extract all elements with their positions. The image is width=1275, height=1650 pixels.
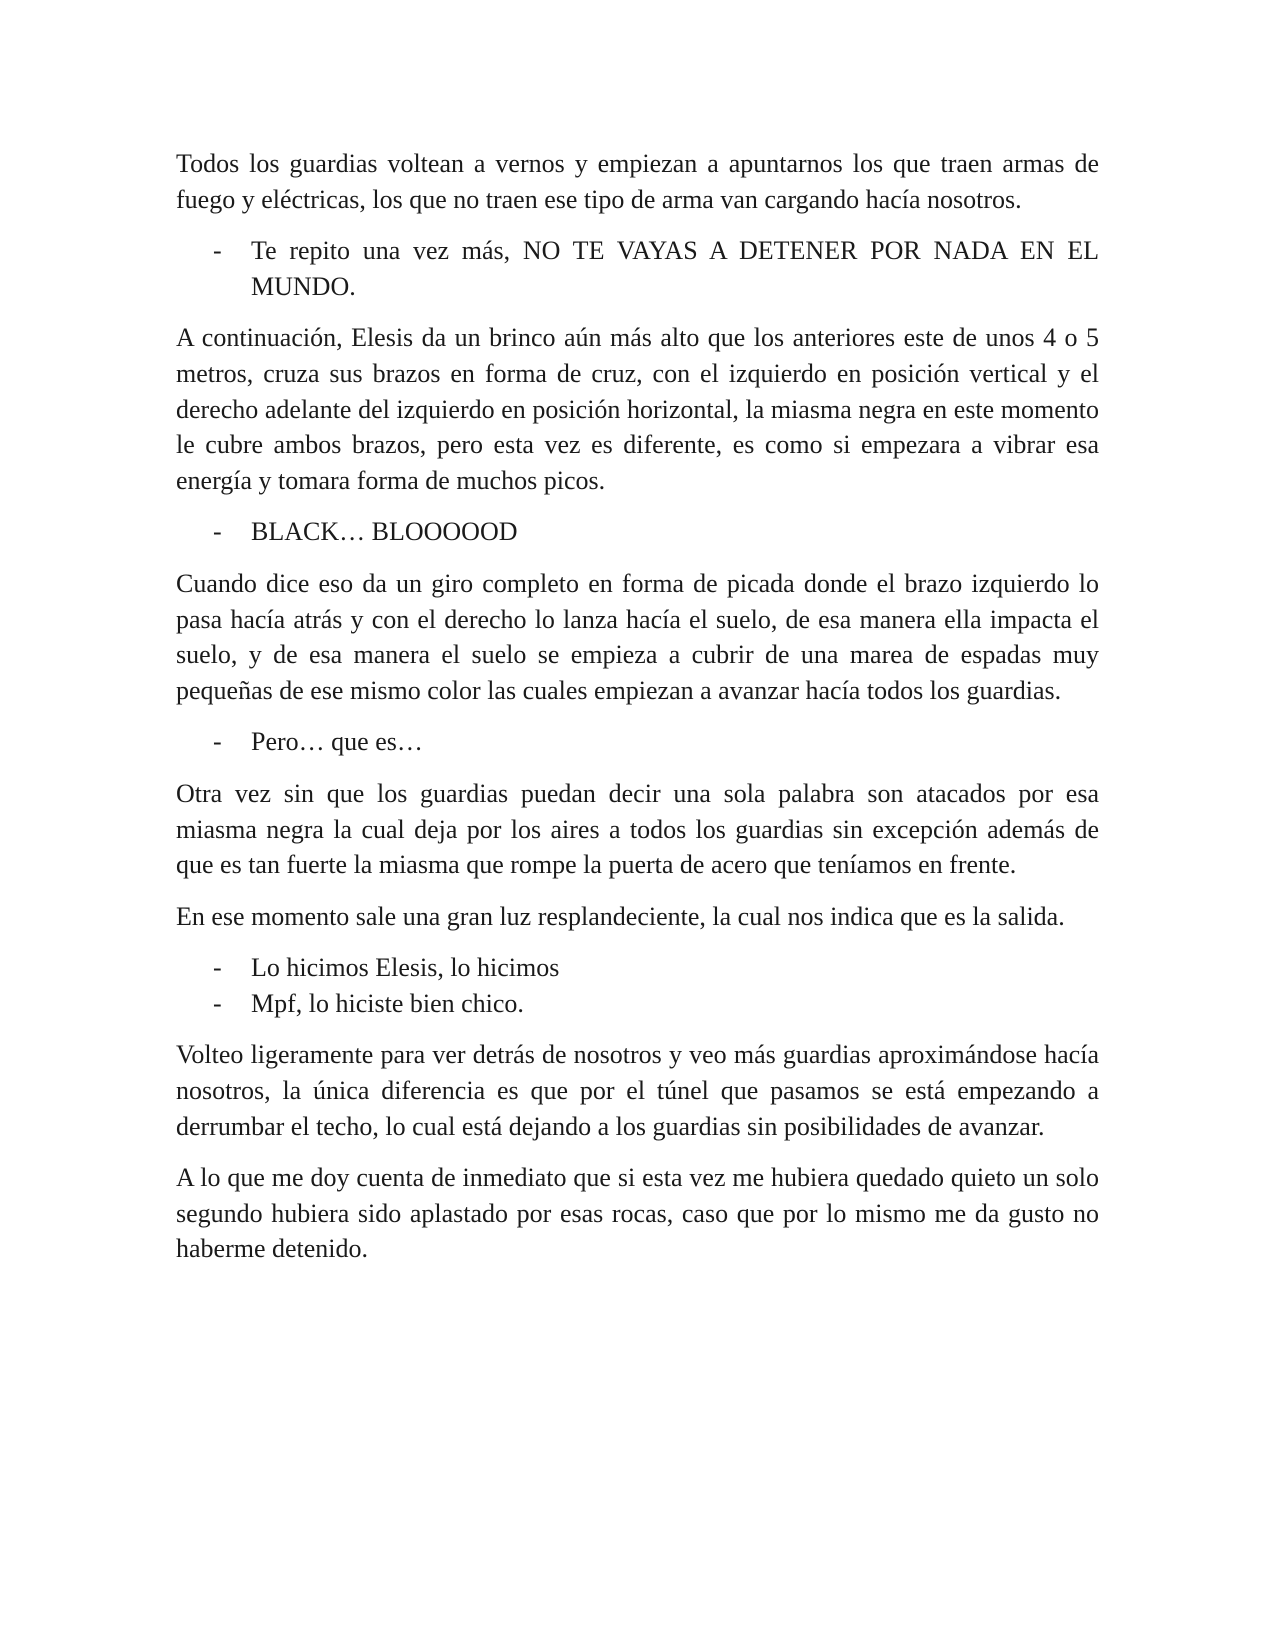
paragraph: Todos los guardias voltean a vernos y empiezan a apuntarnos los que traen armas de fuego y eléctricas, los que no traen ese tipo de arma van cargando hacía nosotros. bbox=[176, 149, 1099, 214]
dialog-block bbox=[176, 514, 1099, 550]
dialog-dash: - bbox=[213, 236, 222, 266]
paragraph: Otra vez sin que los guardias puedan decir una sola palabra son atacados por esa miasma negra la cual deja por los aires a todos los guardias sin excepción además de que es tan fuerte la miasma que rompe la puerta de acero que teníamos en frente. bbox=[176, 778, 1099, 880]
paragraph: Cuando dice eso da un giro completo en forma de picada donde el brazo izquierdo lo pasa hacía atrás y con el derecho lo lanza hacía el suelo, de esa manera ella impacta el suelo, y de esa manera el suelo se empieza a cubrir de una marea de espadas muy pequeñas de ese mismo color las cuales empiezan a avanzar hacía todos los guardias. bbox=[176, 568, 1099, 705]
paragraph: Volteo ligeramente para ver detrás de nosotros y veo más guardias aproximándose hacía nosotros, la única diferencia es que por el túnel que pasamos se está empezando a derrumbar el techo, lo cual está dejando a los guardias sin posibilidades de avanzar. bbox=[176, 1040, 1099, 1141]
dialog-text: Te repito una vez más, NO TE VAYAS A DETENER POR NADA EN EL MUNDO. bbox=[251, 236, 1099, 301]
dialog-dash: - bbox=[213, 988, 222, 1018]
dialog-text: Pero… que es… bbox=[251, 727, 423, 757]
paragraph: A lo que me doy cuenta de inmediato que si esta vez me hubiera quedado quieto un solo segundo hubiera sido aplastado por esas rocas, caso que por lo mismo me da gusto no haberme detenido. bbox=[176, 1163, 1099, 1264]
dialog-text: Mpf, lo hiciste bien chico. bbox=[251, 988, 524, 1018]
dialog-block bbox=[176, 950, 1099, 1021]
dialog-line bbox=[176, 233, 1099, 304]
dialog-dash: - bbox=[213, 953, 222, 983]
dialog-text: BLACK… BLOOOOOD bbox=[251, 517, 518, 547]
paragraph: En ese momento sale una gran luz resplandeciente, la cual nos indica que es la salida. bbox=[176, 901, 1065, 931]
dialog-line bbox=[176, 514, 1099, 550]
dialog-block bbox=[176, 724, 1099, 760]
dialog-line bbox=[176, 986, 1099, 1022]
paragraph: A continuación, Elesis da un brinco aún más alto que los anteriores este de unos 4 o 5 metros, cruza sus brazos en forma de cruz, con el izquierdo en posición vertical y el derecho adelante del izquierdo en posición horizontal, la miasma negra en este momento le cubre ambos brazos, pero esta vez es diferente, es como si empezara a vibrar esa energía y tomara forma de muchos picos. bbox=[176, 323, 1099, 495]
dialog-line bbox=[176, 950, 1099, 986]
dialog-text: Lo hicimos Elesis, lo hicimos bbox=[251, 953, 560, 983]
dialog-block bbox=[176, 233, 1099, 304]
dialog-line bbox=[176, 724, 1099, 760]
page-body bbox=[176, 146, 1099, 1283]
dialog-dash: - bbox=[213, 727, 222, 757]
dialog-dash: - bbox=[213, 517, 222, 547]
